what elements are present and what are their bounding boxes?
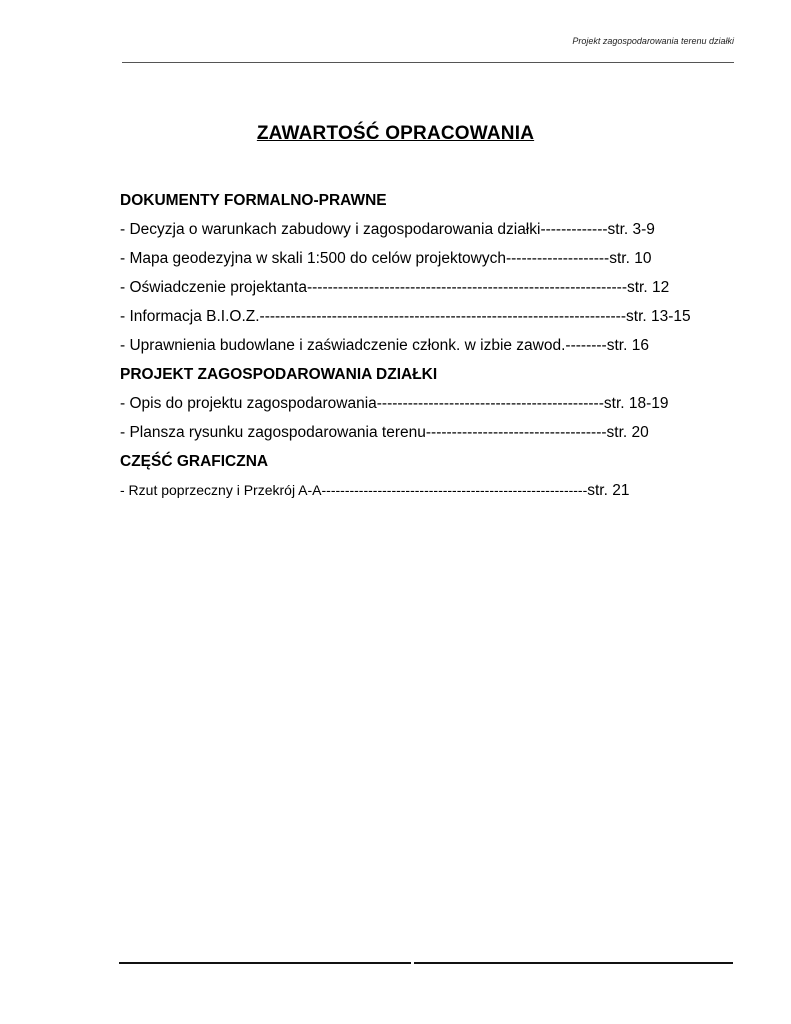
toc-entry-page: str. 13-15: [626, 308, 691, 325]
toc-entry-text: - Decyzja o warunkach zabudowy i zagospodarowania działki-------------: [120, 221, 608, 238]
table-of-contents: [120, 186, 740, 505]
toc-entry: [120, 389, 740, 418]
toc-entry-text: - Informacja B.I.O.Z.-----------------------------------------------------------------------: [120, 308, 627, 325]
section-heading-site-plan: PROJEKT ZAGOSPODAROWANIA DZIAŁKI: [120, 366, 438, 383]
toc-entry-page: str. 21: [587, 482, 630, 499]
toc-entry: [120, 418, 740, 447]
toc-entry: [120, 273, 740, 302]
toc-entry-page: str. 16: [606, 337, 649, 354]
toc-entry-page: str. 3-9: [607, 221, 655, 238]
document-title: ZAWARTOŚĆ OPRACOWANIA: [256, 123, 535, 144]
toc-entry: [120, 215, 740, 244]
toc-entry-text: - Plansza rysunku zagospodarowania terenu-----------------------------------: [120, 424, 607, 441]
toc-entry-text: - Oświadczenie projektanta--------------------------------------------------------------: [120, 279, 627, 296]
toc-entry-text: - Rzut poprzeczny i Przekrój A-A---------------------------------------------------------: [120, 482, 588, 498]
toc-entry-page: str. 20: [606, 424, 649, 441]
toc-entry: [120, 244, 740, 273]
toc-entry-page: str. 12: [626, 279, 670, 296]
running-header: Projekt zagospodarowania terenu działki: [572, 36, 734, 46]
section-heading-graphics: CZĘŚĆ GRAFICZNA: [120, 453, 269, 470]
toc-entry: [120, 331, 740, 360]
header-divider: [122, 62, 734, 63]
toc-entry: [120, 302, 740, 331]
footer-divider-right: [414, 962, 733, 964]
toc-entry-text: - Uprawnienia budowlane i zaświadczenie członk. w izbie zawod.--------: [120, 337, 607, 354]
section-heading-formal-legal: DOKUMENTY FORMALNO-PRAWNE: [120, 192, 387, 209]
toc-entry-text: - Opis do projektu zagospodarowania--------------------------------------------: [120, 395, 604, 412]
toc-entry-page: str. 10: [609, 250, 652, 267]
toc-entry: [120, 476, 740, 505]
toc-entry-text: - Mapa geodezyjna w skali 1:500 do celów projektowych--------------------: [120, 250, 610, 267]
footer-divider-left: [119, 962, 411, 964]
toc-entry-page: str. 18-19: [603, 395, 669, 412]
